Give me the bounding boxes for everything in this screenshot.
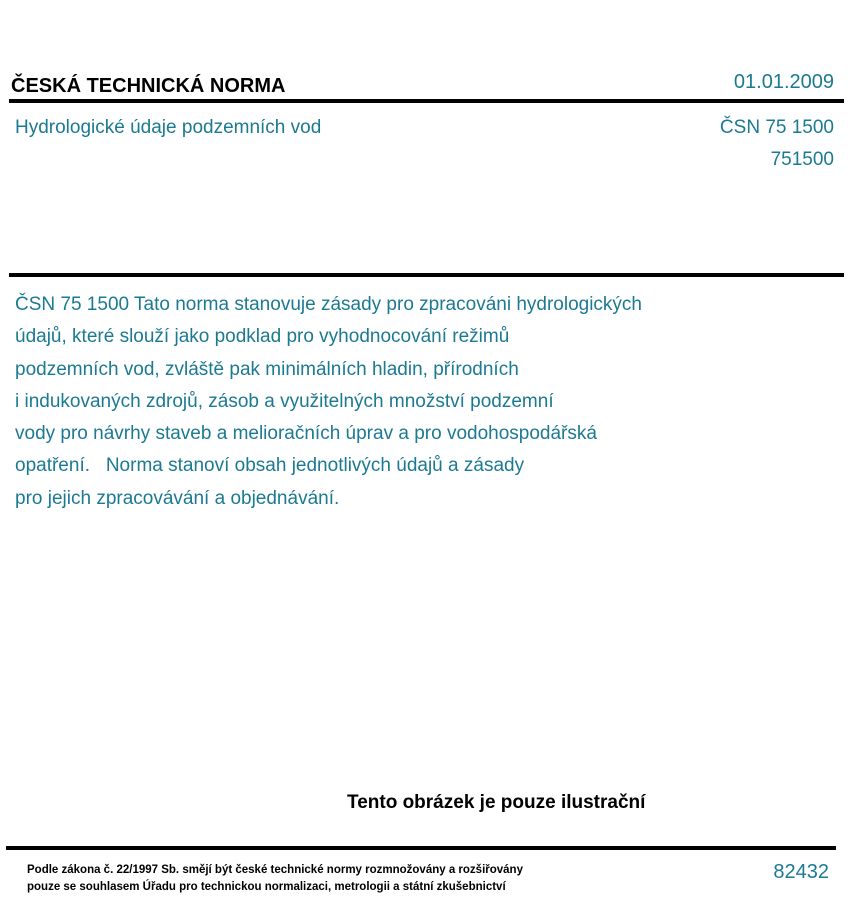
document-title: Hydrologické údaje podzemních vod [15,117,322,138]
abstract-line: pro jejich zpracovávání a objednávání. [15,487,340,509]
abstract-line: opatření. Norma stanoví obsah jednotlivých údajů a zásady [15,455,525,477]
abstract-line: ČSN 75 1500 Tato norma stanovuje zásady pro zpracováni hydrologických [15,294,642,315]
abstract-line: údajů, které slouží jako podklad pro vyhodnocování režimů [15,326,510,348]
header-divider [9,99,844,103]
abstract-line: i indukovaných zdrojů, zásob a využitelných množství podzemní [15,390,554,412]
classification-code: 751500 [770,149,834,170]
illustrative-notice: Tento obrázek je pouze ilustrační [347,792,646,813]
footer-divider [6,846,836,850]
abstract-line: podzemních vod, zvláště pak minimálních hladin, přírodních [15,358,519,380]
legal-notice [27,862,523,896]
legal-line: pouze se souhlasem Úřadu pro technickou normalizaci, metrologii a státní zkušebnictví [27,881,506,893]
abstract-text [15,289,735,515]
norm-type-label: ČESKÁ TECHNICKÁ NORMA [11,75,286,97]
legal-line: Podle zákona č. 22/1997 Sb. smějí být české technické normy rozmnožovány a rozšiřovány [27,864,523,876]
section-divider [9,273,844,277]
document-number: 82432 [773,861,829,883]
effective-date: 01.01.2009 [733,71,834,93]
csn-code: ČSN 75 1500 [719,117,834,138]
abstract-line: vody pro návrhy staveb a melioračních úprav a pro vodohospodářská [15,423,597,445]
